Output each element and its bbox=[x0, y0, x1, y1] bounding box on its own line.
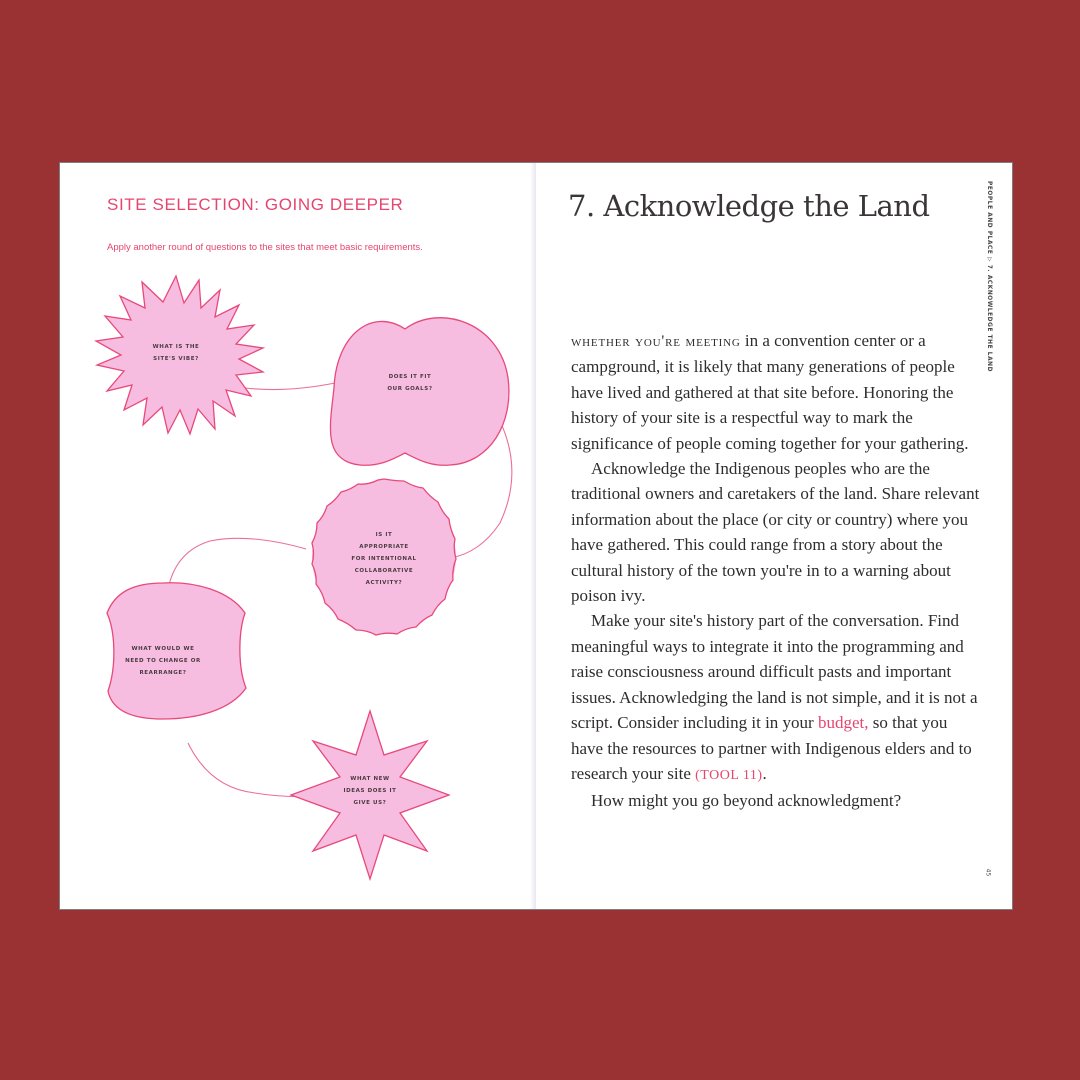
label-line: WHAT NEW bbox=[350, 776, 390, 782]
label-line: ACTIVITY? bbox=[365, 580, 403, 586]
book-spread bbox=[60, 163, 1012, 909]
paragraph bbox=[571, 328, 981, 456]
label-line: APPROPRIATE bbox=[359, 544, 409, 550]
page-title: SITE SELECTION: GOING DEEPER bbox=[107, 195, 404, 214]
left-page bbox=[60, 163, 536, 909]
label-line: IS IT bbox=[375, 532, 393, 538]
shape-label bbox=[116, 341, 236, 365]
label-line: GIVE US? bbox=[353, 800, 387, 806]
paragraph: How might you go beyond acknowledgment? bbox=[591, 791, 902, 811]
page-number: 45 bbox=[984, 868, 992, 877]
shape-label bbox=[310, 773, 430, 809]
lead-in: whether you're meeting bbox=[571, 333, 741, 350]
label-line: NEED TO CHANGE OR bbox=[125, 658, 201, 664]
budget-link[interactable]: budget, bbox=[817, 713, 869, 733]
label-line: WHAT IS THE bbox=[152, 344, 200, 350]
shape-label bbox=[324, 529, 444, 589]
label-line: REARRANGE? bbox=[139, 670, 187, 676]
label-line: IDEAS DOES IT bbox=[343, 788, 397, 794]
body-text bbox=[571, 328, 981, 814]
label-line: WHAT WOULD WE bbox=[131, 646, 195, 652]
tool-11-link[interactable]: (TOOL 11) bbox=[695, 767, 763, 783]
shape-label bbox=[350, 371, 470, 395]
label-line: DOES IT FIT bbox=[388, 374, 432, 380]
paragraph bbox=[571, 608, 981, 788]
paragraph-text: Make your site's history part of the conversation. Find meaningful ways to integrate it into the programming and raise consciousness around difficult pasts and important issues. Acknowledging the land is not simple, and it is not a script. Consider including it in your bbox=[571, 611, 978, 733]
shape-label bbox=[103, 643, 223, 679]
label-line: SITE'S VIBE? bbox=[153, 356, 199, 362]
site-selection-diagram bbox=[60, 163, 536, 909]
right-page bbox=[536, 163, 1012, 909]
label-line: OUR GOALS? bbox=[387, 386, 433, 392]
label-line: FOR INTENTIONAL bbox=[351, 556, 417, 562]
page-subtitle: Apply another round of questions to the sites that meet basic requirements. bbox=[107, 242, 423, 253]
paragraph-text: . bbox=[762, 763, 767, 783]
running-head: PEOPLE AND PLACE ▷ 7. ACKNOWLEDGE THE LAND bbox=[986, 181, 992, 373]
paragraph-text: so that you have the resources to partner with Indigenous elders and to research your site bbox=[571, 713, 972, 783]
label-line: COLLABORATIVE bbox=[354, 568, 414, 574]
paragraph: Acknowledge the Indigenous peoples who are the traditional owners and caretakers of the land. Share relevant information about the place (or city or country) where you have gathered. This could range from a story about the cultural history of the town you're in to a warning about poison ivy. bbox=[571, 459, 980, 606]
paragraph-text: in a convention center or a campground, it is likely that many generations of people have lived and gathered at that site before. Honoring the history of your site is a respectful way to mark the significance of people coming together for your gathering. bbox=[571, 331, 969, 453]
chapter-title: 7. Acknowledge the Land bbox=[568, 189, 930, 223]
